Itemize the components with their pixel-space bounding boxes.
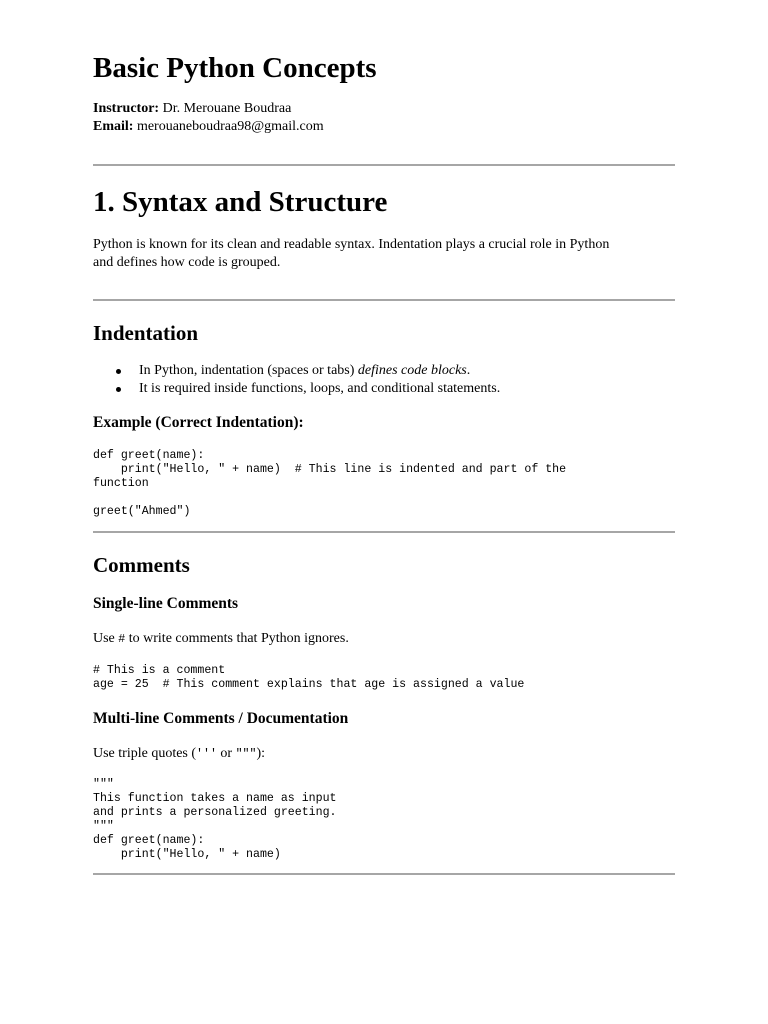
single-line-comments-heading: Single-line Comments [93, 595, 239, 612]
bullet-icon [116, 387, 121, 392]
bullet-item: In Python, indentation (spaces or tabs) defines code blocks. [93, 362, 675, 380]
indentation-bullet-list [93, 362, 675, 398]
code-block-single-comment: # This is a comment age = 25 # This comment explains that age is assigned a value [93, 664, 525, 691]
multi-line-paragraph: Use triple quotes (''' or """): [93, 746, 266, 761]
example-heading: Example (Correct Indentation): [93, 414, 304, 431]
bullet-item: It is required inside functions, loops, and conditional statements. [93, 380, 675, 398]
syntax-intro-paragraph [93, 236, 675, 272]
instructor-name: Dr. Merouane Boudraa [162, 101, 292, 116]
email-label: Email: [93, 119, 134, 134]
code-block-indentation: def greet(name): print("Hello, " + name) # This line is indented and part of the function greet("Ahmed") [93, 449, 567, 518]
section-heading-syntax: 1. Syntax and Structure [93, 186, 388, 218]
inline-code: """ [235, 748, 257, 761]
syntax-intro-line: Python is known for its clean and readable syntax. Indentation plays a crucial role in Python [93, 237, 610, 252]
inline-code: ''' [196, 748, 217, 761]
instructor-label: Instructor: [93, 101, 160, 116]
document-title: Basic Python Concepts [93, 52, 377, 84]
email-line [93, 119, 324, 135]
divider [93, 531, 675, 533]
divider [93, 164, 675, 166]
email-address: merouaneboudraa98@gmail.com [136, 119, 324, 134]
subsection-heading-indentation: Indentation [93, 321, 199, 345]
divider [93, 873, 675, 875]
divider [93, 299, 675, 301]
instructor-line [93, 101, 291, 117]
single-line-paragraph: Use # to write comments that Python ignores. [93, 631, 349, 646]
code-block-multi-comment: """ This function takes a name as input and prints a personalized greeting. """ def greet(name): print("Hello, " + name) [93, 778, 337, 861]
emphasis-text: defines code blocks [357, 363, 467, 378]
multi-line-comments-heading: Multi-line Comments / Documentation [93, 710, 349, 727]
subsection-heading-comments: Comments [93, 553, 190, 577]
bullet-icon [116, 369, 121, 374]
inline-code: # [118, 633, 126, 646]
syntax-intro-line: and defines how code is grouped. [93, 255, 281, 270]
